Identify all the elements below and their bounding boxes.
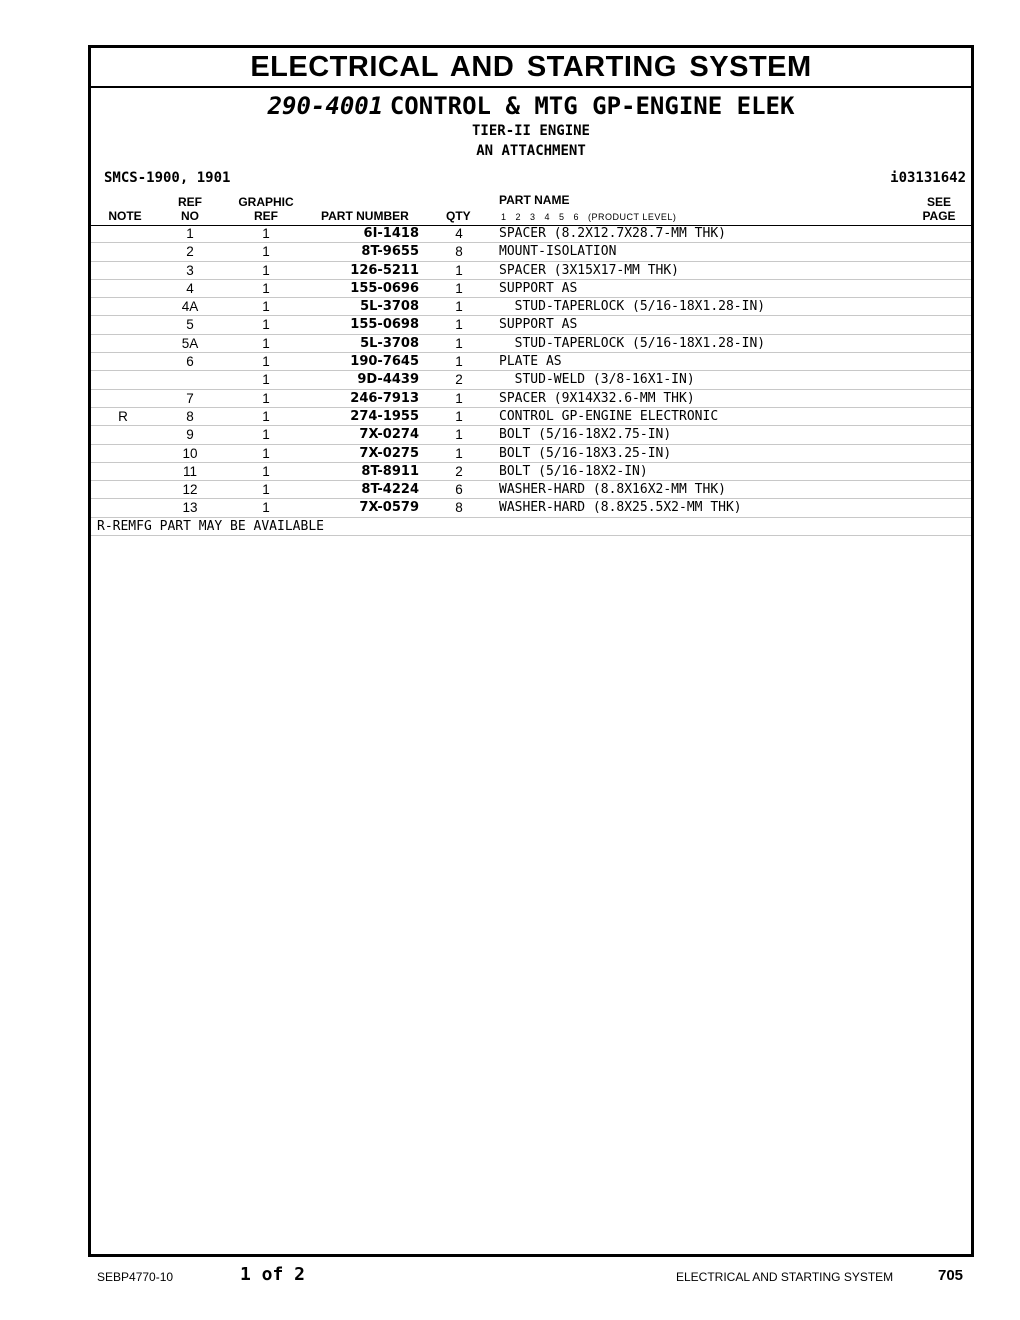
cell-graphic-ref: 1: [262, 299, 270, 315]
cell-ref: 9: [186, 427, 194, 443]
header-see-top: SEE: [926, 195, 951, 209]
cell-part-number: 8T-4224: [361, 482, 419, 498]
cell-part-name: BOLT (5/16-18X3.25-IN): [499, 445, 672, 461]
footnote-text: R-REMFG PART MAY BE AVAILABLE: [97, 518, 324, 534]
cell-qty: 1: [455, 317, 463, 333]
header-part-name: PART NAME: [499, 193, 570, 207]
cell-part-name: STUD-TAPERLOCK (5/16-18X1.28-IN): [499, 299, 766, 315]
cell-ref: 7: [186, 390, 194, 406]
cell-graphic-ref: 1: [262, 226, 270, 241]
footer-section-name: ELECTRICAL AND STARTING SYSTEM: [676, 1270, 894, 1284]
cell-part-number: 190-7645: [350, 354, 419, 370]
cell-part-name: STUD-WELD (3/8-16X1-IN): [499, 372, 695, 388]
cell-qty: 1: [455, 262, 463, 278]
parts-table: [91, 225, 971, 536]
header-note: NOTE: [108, 209, 142, 223]
cell-qty: 1: [455, 335, 463, 351]
header-part-number: PART NUMBER: [321, 209, 409, 223]
cell-part-name: PLATE AS: [499, 354, 562, 370]
cell-part-number: 7X-0579: [359, 500, 419, 516]
cell-ref: 8: [186, 408, 194, 424]
header-product-level: 1 2 3 4 5 6 (PRODUCT LEVEL): [501, 212, 677, 222]
section-title: ELECTRICAL AND STARTING SYSTEM: [91, 48, 971, 88]
cell-graphic-ref: 1: [262, 372, 270, 388]
cell-part-name: WASHER-HARD (8.8X16X2-MM THK): [499, 482, 726, 498]
cell-qty: 1: [455, 390, 463, 406]
group-title: [91, 92, 971, 121]
table-row: [91, 481, 971, 499]
footer-doc-number: SEBP4770-10: [97, 1270, 174, 1284]
cell-ref: 1: [186, 226, 194, 241]
cell-graphic-ref: 1: [262, 354, 270, 370]
cell-part-number: 155-0696: [350, 280, 419, 296]
cell-ref: 12: [182, 482, 198, 498]
cell-part-number: 8T-9655: [361, 244, 419, 260]
cell-ref: 5A: [181, 335, 199, 351]
table-row: [91, 335, 971, 353]
cell-graphic-ref: 1: [262, 408, 270, 424]
header-ref-top: REF: [178, 195, 202, 209]
cell-graphic-ref: 1: [262, 280, 270, 296]
cell-part-number: 6I-1418: [363, 226, 419, 241]
cell-part-number: 155-0698: [350, 317, 419, 333]
cell-ref: 2: [186, 244, 194, 260]
cell-part-name: BOLT (5/16-18X2-IN): [499, 463, 648, 479]
cell-part-number: 7X-0275: [359, 445, 419, 461]
table-row: [91, 463, 971, 481]
cell-qty: 8: [455, 244, 463, 260]
cell-part-name: SUPPORT AS: [499, 317, 578, 333]
cell-graphic-ref: 1: [262, 463, 270, 479]
cell-ref: 5: [186, 317, 194, 333]
cell-graphic-ref: 1: [262, 445, 270, 461]
cell-part-name: WASHER-HARD (8.8X25.5X2-MM THK): [499, 500, 742, 516]
cell-graphic-ref: 1: [262, 262, 270, 278]
cell-qty: 1: [455, 280, 463, 296]
footer-page-number: 705: [938, 1267, 964, 1284]
cell-ref: 4A: [181, 299, 199, 315]
cell-part-name: SPACER (9X14X32.6-MM THK): [499, 390, 695, 406]
cell-qty: 4: [455, 226, 463, 241]
cell-qty: 1: [455, 408, 463, 424]
footnote-row: [91, 518, 971, 536]
table-row: [91, 390, 971, 408]
group-subtitle-1: TIER-II ENGINE: [471, 123, 590, 139]
header-graphic-bottom: REF: [254, 209, 278, 223]
cell-graphic-ref: 1: [262, 390, 270, 406]
cell-part-name: SPACER (3X15X17-MM THK): [499, 262, 680, 278]
table-row: [91, 371, 971, 389]
cell-qty: 1: [455, 427, 463, 443]
cell-graphic-ref: 1: [262, 335, 270, 351]
document-id: i03131642: [890, 170, 966, 186]
cell-ref: 4: [186, 280, 194, 296]
table-row: [91, 225, 971, 243]
cell-qty: 2: [455, 463, 463, 479]
page-frame: [88, 45, 974, 1257]
cell-part-name: SUPPORT AS: [499, 280, 578, 296]
cell-part-name: BOLT (5/16-18X2.75-IN): [499, 427, 672, 443]
cell-part-number: 274-1955: [350, 408, 419, 424]
cell-note: R: [118, 408, 128, 424]
table-header: [91, 193, 971, 226]
cell-part-name: STUD-TAPERLOCK (5/16-18X1.28-IN): [499, 335, 766, 351]
cell-graphic-ref: 1: [262, 427, 270, 443]
cell-qty: 1: [455, 354, 463, 370]
smcs-code: SMCS-1900, 1901: [104, 170, 231, 186]
header-see-bottom: PAGE: [922, 209, 956, 223]
cell-part-name: SPACER (8.2X12.7X28.7-MM THK): [499, 226, 726, 241]
cell-qty: 1: [455, 299, 463, 315]
cell-part-number: 9D-4439: [357, 372, 419, 388]
table-row: [91, 353, 971, 371]
table-row: [91, 445, 971, 463]
cell-ref: 6: [186, 354, 194, 370]
cell-part-number: 5L-3708: [360, 335, 419, 351]
cell-part-name: CONTROL GP-ENGINE ELECTRONIC: [499, 408, 719, 424]
cell-graphic-ref: 1: [262, 244, 270, 260]
cell-part-number: 8T-8911: [361, 463, 419, 479]
group-name: CONTROL & MTG GP-ENGINE ELEK: [389, 92, 795, 120]
table-row: [91, 280, 971, 298]
cell-part-number: 126-5211: [350, 262, 419, 278]
cell-qty: 6: [455, 482, 463, 498]
cell-ref: 13: [182, 500, 198, 516]
table-row: [91, 499, 971, 517]
cell-graphic-ref: 1: [262, 482, 270, 498]
cell-part-name: MOUNT-ISOLATION: [499, 244, 617, 260]
cell-qty: 8: [455, 500, 463, 516]
table-row: [91, 316, 971, 334]
cell-part-number: 7X-0274: [359, 427, 419, 443]
cell-part-number: 5L-3708: [360, 299, 419, 315]
cell-graphic-ref: 1: [262, 317, 270, 333]
cell-qty: 1: [455, 445, 463, 461]
cell-ref: 3: [186, 262, 194, 278]
group-subtitle-2: AN ATTACHMENT: [476, 143, 586, 159]
cell-ref: 11: [182, 463, 197, 479]
header-graphic-top: GRAPHIC: [238, 195, 294, 209]
header-ref-bottom: NO: [181, 209, 199, 223]
header-qty: QTY: [446, 209, 471, 223]
cell-ref: 10: [182, 445, 198, 461]
cell-qty: 2: [455, 372, 463, 388]
table-row: [91, 408, 971, 426]
table-row: [91, 426, 971, 444]
group-number: 290-4001: [267, 92, 384, 120]
table-row: [91, 262, 971, 280]
table-row: [91, 298, 971, 316]
cell-part-number: 246-7913: [350, 390, 419, 406]
cell-graphic-ref: 1: [262, 500, 270, 516]
table-row: [91, 243, 971, 261]
footer-page-of: 1 of 2: [240, 1264, 306, 1285]
